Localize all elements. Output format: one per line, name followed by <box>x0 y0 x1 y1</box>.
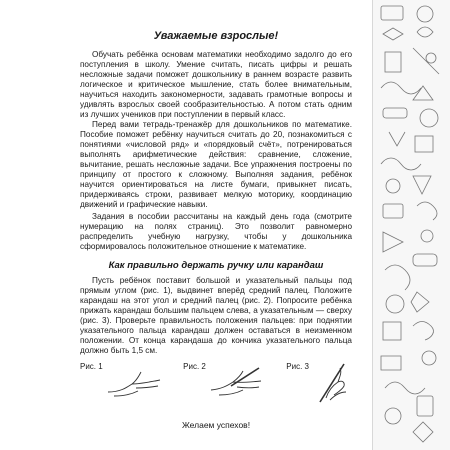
hand-fig3-icon <box>312 362 352 404</box>
figure-2 <box>183 362 267 400</box>
decorative-border <box>372 0 450 450</box>
hand-fig2-icon <box>209 362 267 400</box>
intro-paragraph-1: Обучать ребёнка основам математики необходимо задолго до его поступления в школу. Умение считать, писать цифры и решать несложные задачи поможет дошкольнику в раннем возрасте развить логическое и критическое мышление, стать более внимательным, научиться находить закономерности, задавать грамотные вопросы и удивлять взрослых своей сообразительностью. А потом стать одним из лучших учеников при поступлении в первый класс. <box>80 50 352 119</box>
figure-3-label: Рис. 3 <box>286 362 309 371</box>
closing-text: Желаем успехов! <box>181 420 251 430</box>
intro-paragraph-2: Перед вами тетрадь-тренажёр для дошкольников по математике. Пособие поможет ребёнку научиться считать до 20, познакомиться с понятиями «числовой ряд» и «порядковый счёт», потренироваться выполнять арифметические действия: сравнение, сложение, вычитание, решать несложные задачи. Все упражнения построены по принципу от простого к сложному. Выполняя задания, ребёнок научится ориентироваться на листе бумаги, привыкнет писать, придерживаясь строки, развивает мелкую моторику, координацию движений и графические навыки. <box>80 120 352 209</box>
page-heading: Уважаемые взрослые! <box>153 30 279 42</box>
figure-3 <box>286 362 352 404</box>
section-subheading: Как правильно держать ручку или карандаш <box>108 260 324 271</box>
figures-row <box>80 362 352 404</box>
figure-2-label: Рис. 2 <box>183 362 206 371</box>
main-content <box>80 30 352 430</box>
doodle-pattern-icon <box>373 0 450 450</box>
figure-1-label: Рис. 1 <box>80 362 103 371</box>
instruction-paragraph: Пусть ребёнок поставит большой и указательный пальцы под прямым углом (рис. 1), выдвинет вперёд средний палец. Положите карандаш на этот угол и средний палец (рис. 2). Попросите ребёнка прижать карандаш большим пальцем слева, а указательным — сверху (рис. 3). Проверьте правильность положения пальцев: при поднятии указательного пальца карандаш должен оставаться в неизменном положении. От конца карандаша до кончика указательного пальца должно быть 1,5 см. <box>80 276 352 355</box>
intro-paragraph-3: Задания в пособии рассчитаны на каждый день года (смотрите нумерацию на полях страниц). Это позволит равномерно распределить учебную нагрузку, чтобы у дошкольника сформировалось положительное отношение к математике. <box>80 212 352 251</box>
hand-fig1-icon <box>106 362 164 400</box>
figure-1 <box>80 362 164 400</box>
